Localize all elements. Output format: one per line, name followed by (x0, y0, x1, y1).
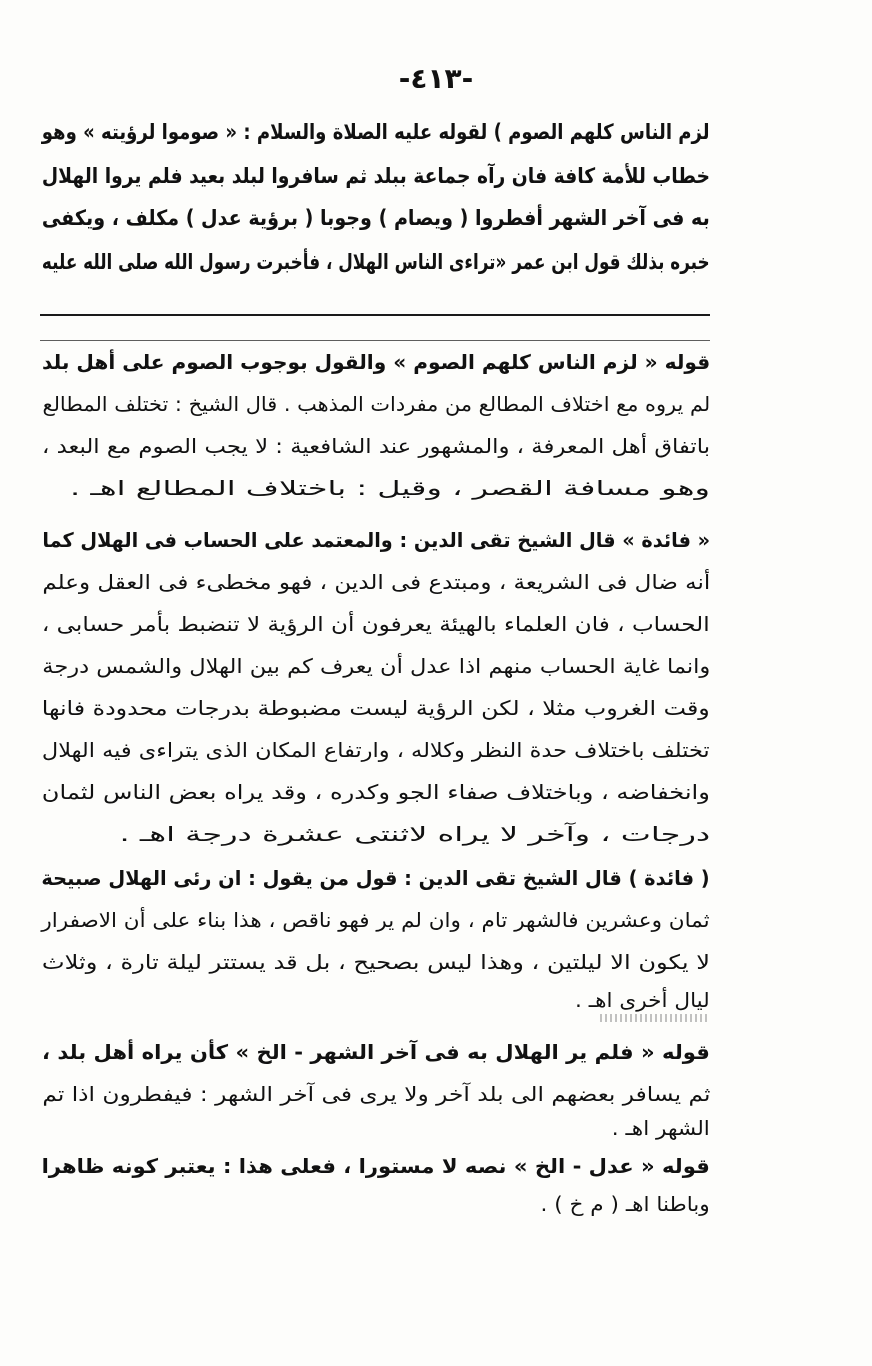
commentary-line: وانخفاضه ، وباختلاف صفاء الجو وكدره ، وقد يراه بعض الناس لثمان (41, 780, 710, 804)
separator-line (40, 314, 710, 316)
main-text-line: خبره بذلك قول ابن عمر «تراءى الناس الهلال ، فأخبرت رسول الله صلى الله عليه (42, 250, 710, 274)
commentary-line: ثم يسافر بعضهم الى بلد آخر ولا يرى فى آخر الشهر : فيفطرون اذا تم (41, 1082, 710, 1106)
commentary-line: وباطنا اهـ ( م خ ) . (540, 1192, 710, 1216)
commentary-line: لا يكون الا ليلتين ، وهذا ليس بصحيح ، بل قد يستتر ليلة تارة ، وثلاث (41, 950, 710, 974)
commentary-line: لم يروه مع اختلاف المطالع من مفردات المذهب . قال الشيخ : تختلف المطالع (42, 392, 710, 416)
commentary-line: الشهر اهـ . (611, 1116, 710, 1140)
main-text-line: به فى آخر الشهر أفطروا ( ويصام ) وجوبا ( برؤية عدل ) مكلف ، ويكفى (42, 206, 710, 230)
commentary-line: ليال أخرى اهـ . (575, 988, 710, 1012)
commentary-line: تختلف باختلاف حدة النظر وكلاله ، وارتفاع المكان الذى يتراءى فيه الهلال (42, 738, 710, 762)
main-text-line: خطاب للأمة كافة فان رآه جماعة ببلد ثم سافروا لبلد بعيد فلم يروا الهلال (41, 164, 710, 188)
commentary-line: أنه ضال فى الشريعة ، ومبتدع فى الدين ، فهو مخطىء فى العقل وعلم (42, 570, 710, 594)
commentary-line: وانما غاية الحساب منهم اذا عدل أن يعرف كم بين الهلال والشمس درجة (42, 654, 710, 678)
commentary-line: ثمان وعشرين فالشهر تام ، وان لم ير فهو ناقص ، هذا بناء على أن الاصفرار (41, 908, 710, 932)
commentary-line: « فائدة » قال الشيخ تقى الدين : والمعتمد على الحساب فى الهلال كما (42, 528, 710, 552)
commentary-line: وهو مسافة القصر ، وقيل : باختلاف المطالع اهـ . (70, 476, 710, 500)
commentary-line: ( فائدة ) قال الشيخ تقى الدين : قول من يقول : ان رئى الهلال صبيحة (41, 866, 710, 890)
commentary-line: قوله « لزم الناس كلهم الصوم » والقول بوجوب الصوم على أهل بلد (41, 350, 710, 374)
print-smudge (600, 1014, 710, 1022)
commentary-line: درجات ، وآخر لا يراه لاثنتى عشرة درجة اهـ . (119, 822, 710, 846)
page-number: -٤١٣- (398, 62, 474, 95)
commentary-line: قوله « عدل - الخ » نصه لا مستورا ، فعلى هذا : يعتبر كونه ظاهرا (41, 1154, 710, 1178)
commentary-line: الحساب ، فان العلماء بالهيئة يعرفون أن الرؤية لا تنضبط بأمر حسابى ، (42, 612, 710, 636)
commentary-line: قوله « فلم ير الهلال به فى آخر الشهر - الخ » كأن يراه أهل بلد ، (42, 1040, 710, 1064)
separator-line (40, 340, 710, 341)
commentary-line: باتفاق أهل المعرفة ، والمشهور عند الشافعية : لا يجب الصوم مع البعد ، (41, 434, 710, 458)
commentary-line: وقت الغروب مثلا ، لكن الرؤية ليست مضبوطة بدرجات محدودة فانها (41, 696, 710, 720)
main-text-line: لزم الناس كلهم الصوم ) لقوله عليه الصلاة والسلام : « صوموا لرؤيته » وهو (42, 120, 710, 144)
